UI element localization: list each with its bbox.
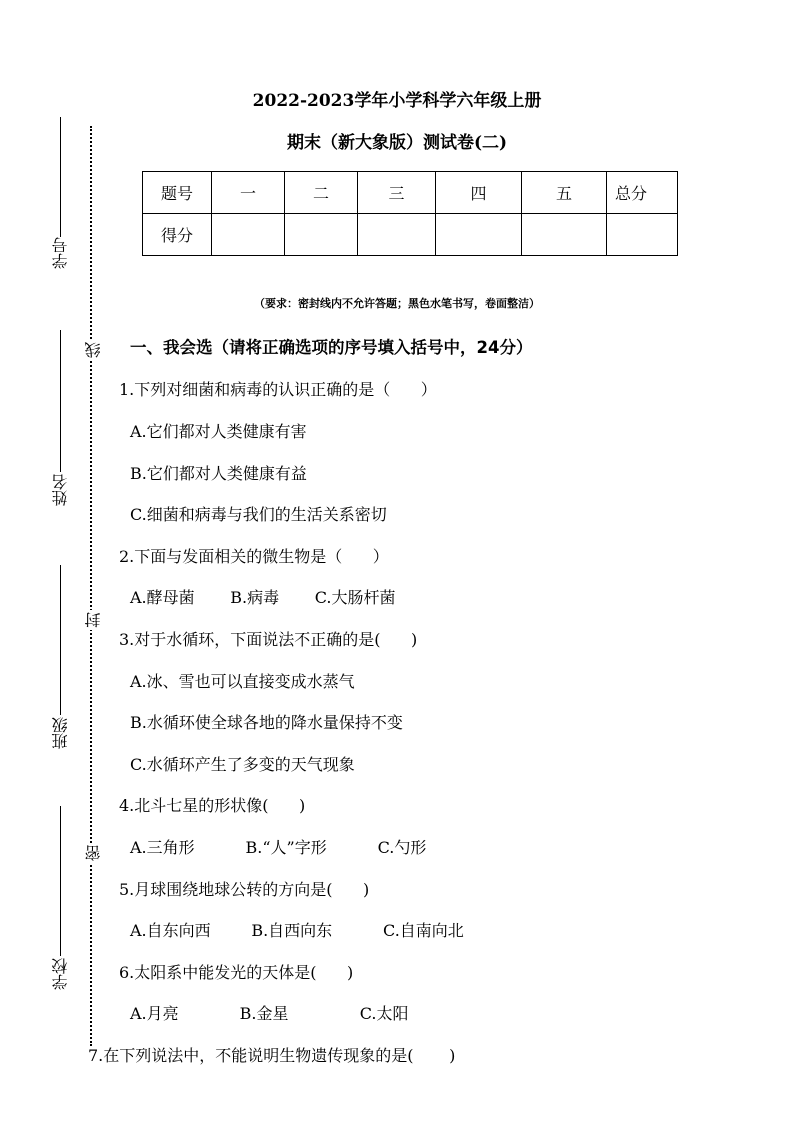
- student-id-label: 学号: [51, 237, 70, 269]
- class-underline: [60, 565, 61, 715]
- seal-mark-mi: 密: [84, 845, 103, 861]
- score-cell: 三: [358, 172, 436, 214]
- score-table-header-row: [143, 172, 678, 214]
- score-cell: 五: [522, 172, 607, 214]
- name-label: 姓名: [51, 474, 70, 506]
- question-2-options: A.酵母菌 B.病毒 C.大肠杆菌: [130, 588, 396, 607]
- question-5-options: A.自东向西 B.自西向东 C.自南向北: [130, 921, 464, 940]
- score-cell: 一: [212, 172, 285, 214]
- question-1-option-b: B.它们都对人类健康有益: [130, 464, 307, 483]
- question-4-options: A.三角形 B.“人”字形 C.勺形: [130, 838, 427, 857]
- question-6: 6.太阳系中能发光的天体是( ): [119, 963, 354, 982]
- question-3: 3.对于水循环，下面说法不正确的是( ): [119, 630, 418, 649]
- question-7: 7.在下列说法中，不能说明生物遗传现象的是( ): [88, 1046, 456, 1065]
- question-6-options: A.月亮 B.金星 C.太阳: [130, 1004, 409, 1023]
- seal-mark-xian: 线: [84, 342, 103, 358]
- exam-requirement-note: （要求：密封线内不允许答题；黑色水笔书写，卷面整洁）: [254, 297, 540, 310]
- score-cell: 得分: [143, 214, 212, 256]
- question-3-option-c: C.水循环产生了多变的天气现象: [130, 755, 355, 774]
- score-cell: [285, 214, 358, 256]
- page-title: 2022-2023学年小学科学六年级上册: [252, 91, 542, 111]
- question-3-option-a: A.冰、雪也可以直接变成水蒸气: [130, 672, 355, 691]
- score-cell: 二: [285, 172, 358, 214]
- score-cell: [522, 214, 607, 256]
- section-heading: 一、我会选（请将正确选项的序号填入括号中，24分）: [130, 338, 533, 357]
- question-2: 2.下面与发面相关的微生物是（ ）: [119, 547, 389, 566]
- question-1: 1.下列对细菌和病毒的认识正确的是（ ）: [119, 380, 437, 399]
- score-cell: 题号: [143, 172, 212, 214]
- score-cell: [607, 214, 678, 256]
- question-4: 4.北斗七星的形状像( ): [119, 796, 306, 815]
- name-underline: [60, 330, 61, 472]
- question-1-option-c: C.细菌和病毒与我们的生活关系密切: [130, 505, 387, 524]
- question-3-option-b: B.水循环使全球各地的降水量保持不变: [130, 713, 403, 732]
- student-id-underline: [60, 117, 61, 237]
- score-cell: 总分: [607, 172, 678, 214]
- score-table-score-row: [143, 214, 678, 256]
- score-cell: [436, 214, 522, 256]
- school-label: 学校: [51, 958, 70, 990]
- question-1-option-a: A.它们都对人类健康有害: [130, 422, 307, 441]
- question-5: 5.月球围绕地球公转的方向是( ): [119, 880, 370, 899]
- seal-dotted-line: [90, 126, 92, 1046]
- page-subtitle: 期末（新大象版）测试卷(二): [286, 133, 508, 153]
- score-cell: 四: [436, 172, 522, 214]
- score-cell: [212, 214, 285, 256]
- seal-mark-feng: 封: [84, 612, 103, 628]
- school-underline: [60, 806, 61, 956]
- score-table: [142, 171, 678, 256]
- class-label: 班级: [51, 717, 70, 749]
- score-cell: [358, 214, 436, 256]
